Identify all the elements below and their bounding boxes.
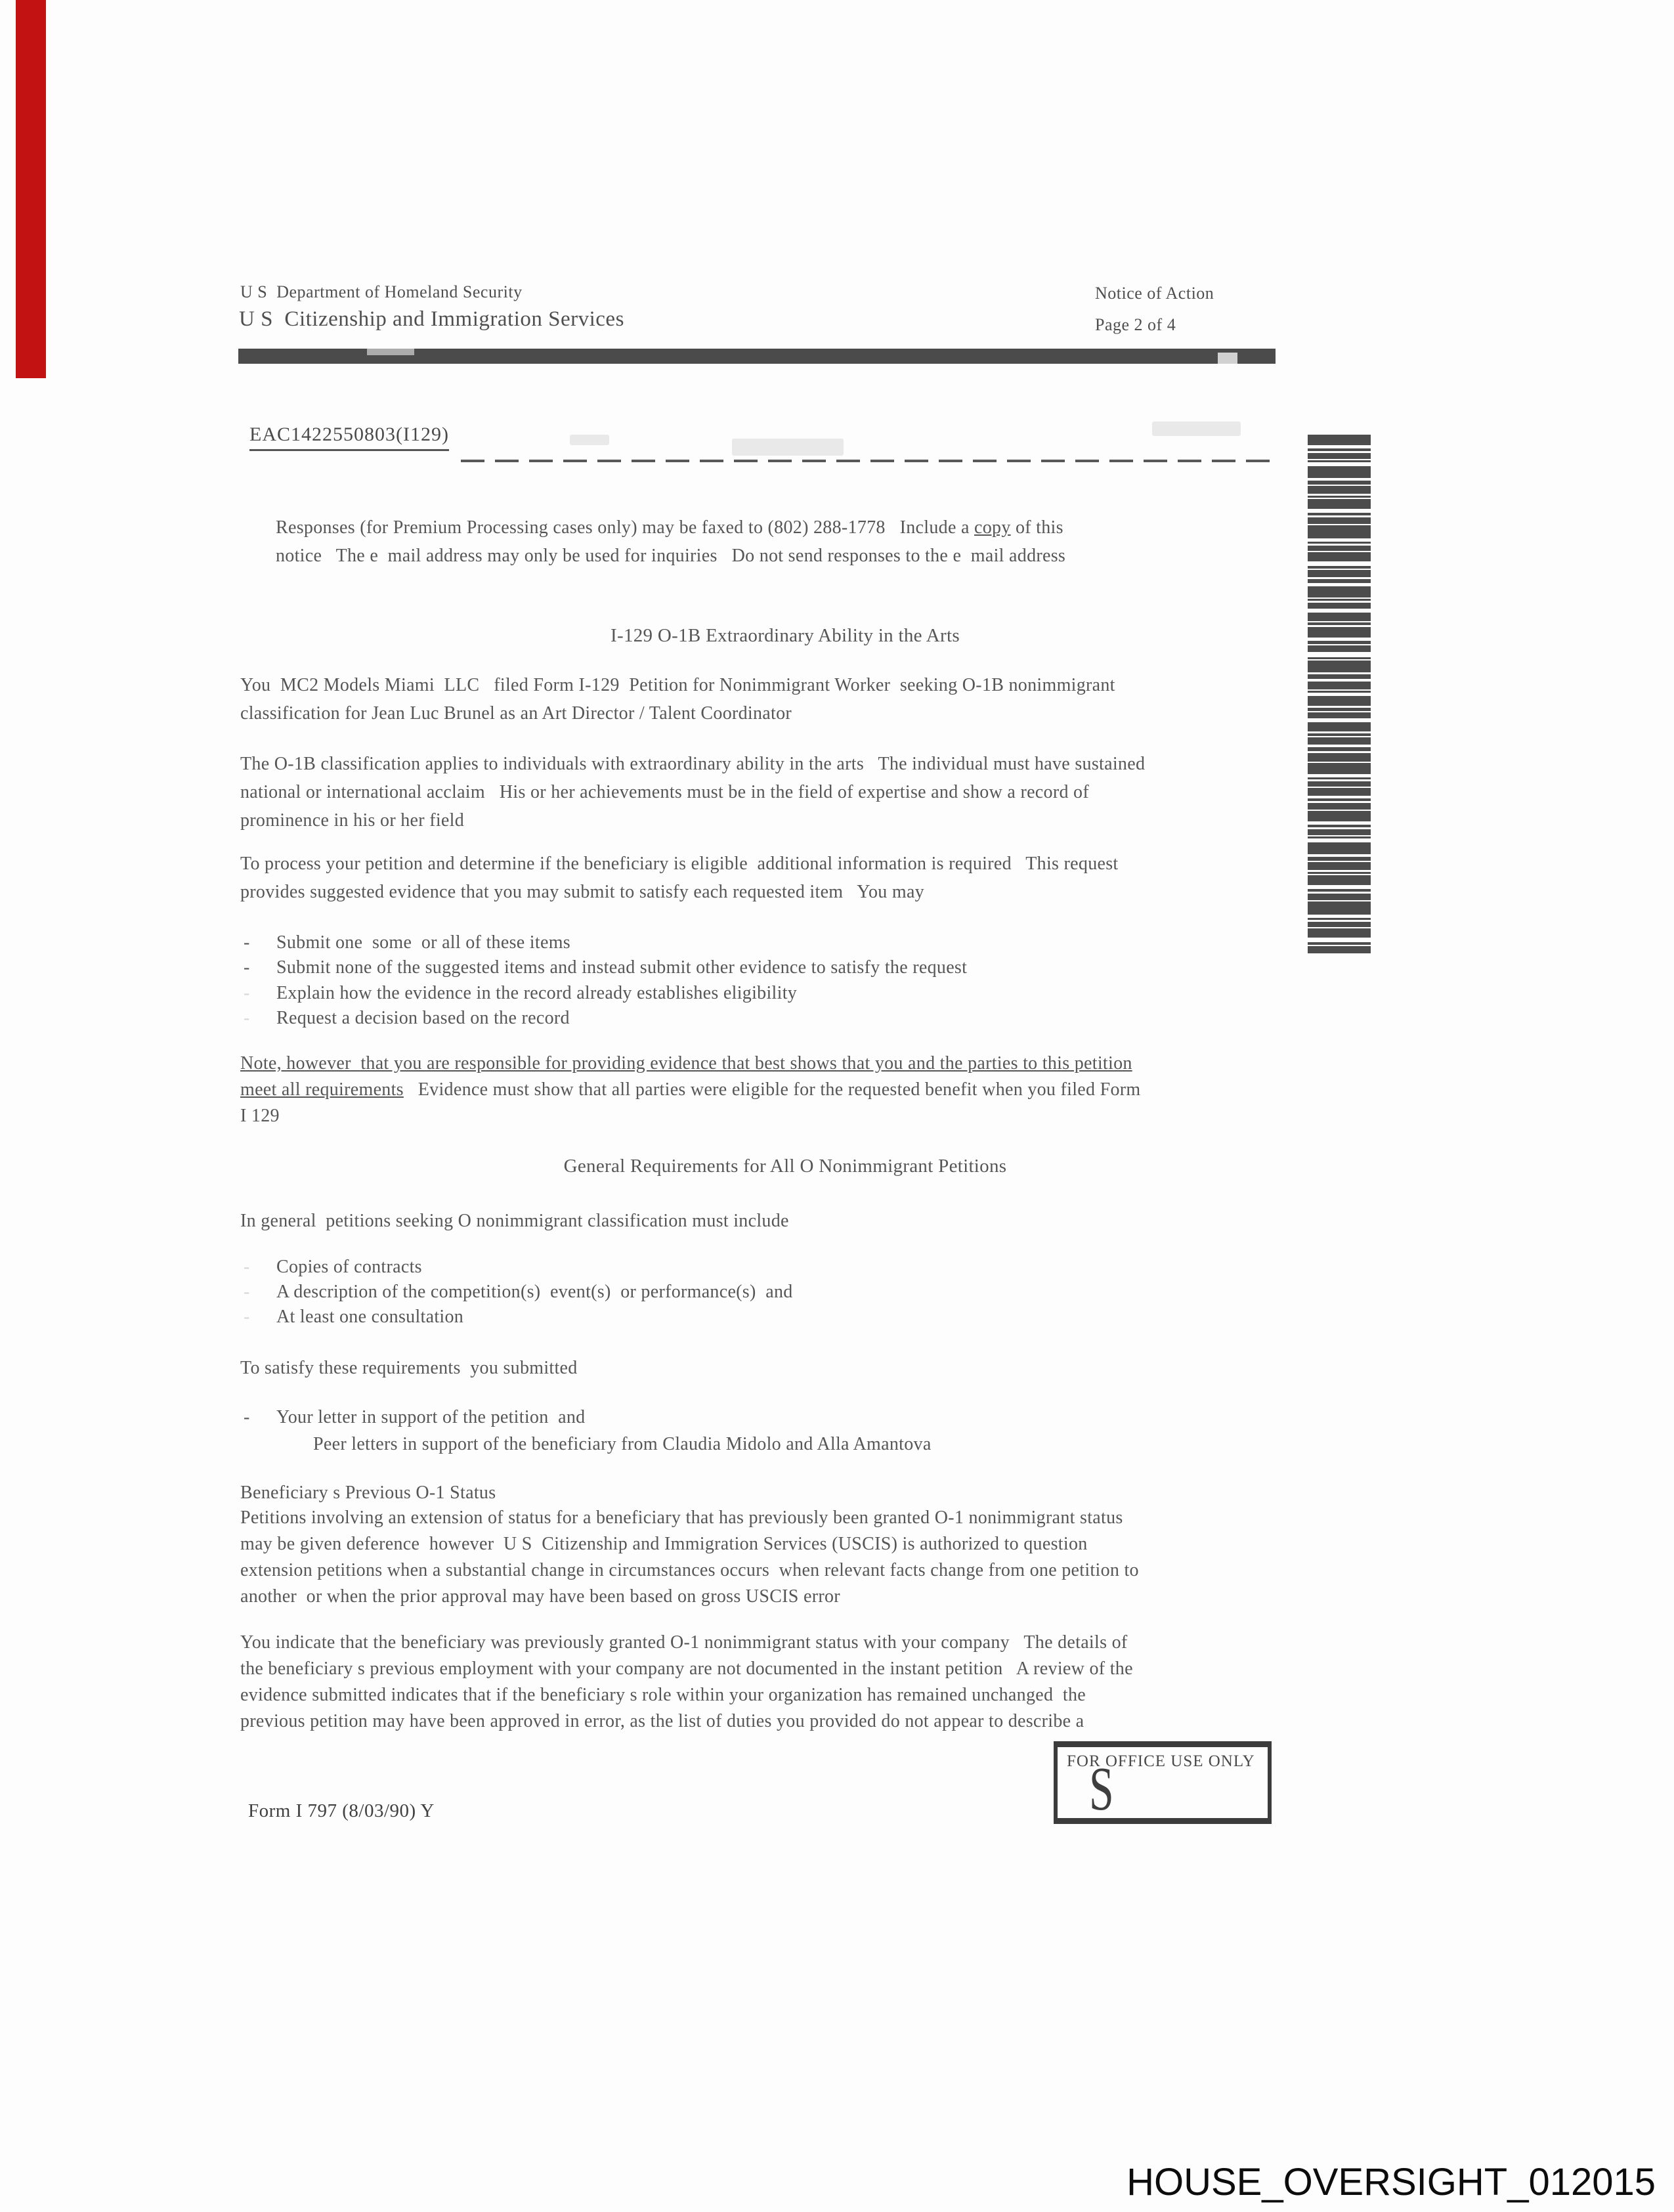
paragraph-previous-line2: may be given deference however U S Citizenship and Immigration Services (USCIS) is authorized to question: [240, 1534, 1088, 1554]
red-scan-artifact-bar: [16, 0, 46, 378]
paragraph-indicate-line3: evidence submitted indicates that if the beneficiary s role within your organization has remained unchanged the: [240, 1685, 1086, 1705]
scan-smudge: [570, 435, 609, 445]
barcode: [1308, 435, 1371, 955]
office-use-box: [1054, 1741, 1272, 1824]
paragraph-filed-line2: classification for Jean Luc Brunel as an Art Director / Talent Coordinator: [240, 703, 792, 724]
list-item: - Submit none of the suggested items and instead submit other evidence to satisfy the request: [244, 957, 968, 978]
bates-watermark: HOUSE_OVERSIGHT_012015: [1127, 2161, 1656, 2203]
note-line1: Note, however that you are responsible for providing evidence that best shows that you and the parties to this petition: [240, 1053, 1132, 1073]
paragraph-indicate-line4: previous petition may have been approved in error, as the list of duties you provided do not appear to describe a: [240, 1711, 1084, 1731]
scan-smudge: [1152, 422, 1241, 436]
list-item: - At least one consultation: [244, 1307, 464, 1327]
fax-note-line1: Responses (for Premium Processing cases only) may be faxed to (802) 288-1778 Include a copy of this: [276, 517, 1063, 538]
list-item: - Request a decision based on the record: [244, 1008, 570, 1028]
header-divider-bar: [238, 349, 1276, 364]
fax-note-line2: notice The e mail address may only be used for inquiries Do not send responses to the e mail address: [276, 546, 1066, 566]
paragraph-classification-line2: national or international acclaim His or her achievements must be in the field of expertise and show a record of: [240, 782, 1089, 802]
header-page-indicator: Page 2 of 4: [1095, 315, 1176, 334]
note-line3: I 129: [240, 1106, 280, 1126]
list-item: - Copies of contracts: [244, 1257, 422, 1277]
paragraph-indicate-line1: You indicate that the beneficiary was previously granted O-1 nonimmigrant status with your company The details of: [240, 1632, 1128, 1653]
receipt-number: EAC1422550803(I129): [249, 423, 449, 451]
section-heading-classification: I-129 O-1B Extraordinary Ability in the Arts: [611, 625, 960, 646]
paragraph-classification-line1: The O-1B classification applies to individuals with extraordinary ability in the arts The individual must have sustained: [240, 754, 1146, 774]
paragraph-satisfy: To satisfy these requirements you submitted: [240, 1358, 578, 1378]
subsection-heading-previous-status: Beneficiary s Previous O-1 Status: [240, 1483, 496, 1503]
scan-smudge: [732, 439, 844, 456]
paragraph-general: In general petitions seeking O nonimmigrant classification must include: [240, 1211, 789, 1231]
note-line2: meet all requirements Evidence must show that all parties were eligible for the requested benefit when you filed Form: [240, 1079, 1141, 1100]
scan-smudge: [1218, 353, 1237, 364]
paragraph-classification-line3: prominence in his or her field: [240, 810, 465, 831]
header-agency-line2: U S Citizenship and Immigration Services: [239, 307, 624, 331]
receipt-dashed-rule: [461, 460, 1278, 462]
header-notice-type: Notice of Action: [1095, 284, 1214, 303]
paragraph-previous-line4: another or when the prior approval may have been based on gross USCIS error: [240, 1586, 840, 1607]
scan-smudge: [367, 349, 414, 355]
paragraph-process-line2: provides suggested evidence that you may submit to satisfy each requested item You may: [240, 882, 924, 902]
section-heading-general-requirements: General Requirements for All O Nonimmigrant Petitions: [563, 1156, 1007, 1177]
list-item: Peer letters in support of the beneficiary from Claudia Midolo and Alla Amantova: [313, 1434, 932, 1454]
paragraph-previous-line1: Petitions involving an extension of status for a beneficiary that has previously been granted O-1 nonimmigrant status: [240, 1507, 1123, 1528]
list-item: - Your letter in support of the petition and: [244, 1407, 586, 1427]
list-item: - Explain how the evidence in the record already establishes eligibility: [244, 983, 798, 1003]
paragraph-filed-line1: You MC2 Models Miami LLC filed Form I-129 Petition for Nonimmigrant Worker seeking O-1B nonimmigrant: [240, 675, 1115, 695]
paragraph-indicate-line2: the beneficiary s previous employment with your company are not documented in the instant petition A review of the: [240, 1659, 1133, 1679]
list-item: - A description of the competition(s) event(s) or performance(s) and: [244, 1282, 793, 1302]
paragraph-process-line1: To process your petition and determine if the beneficiary is eligible additional information is required This request: [240, 854, 1119, 874]
office-use-handwritten-mark: S: [1089, 1755, 1114, 1823]
list-item: - Submit one some or all of these items: [244, 932, 570, 953]
paragraph-previous-line3: extension petitions when a substantial change in circumstances occurs when relevant facts change from one petition to: [240, 1560, 1139, 1580]
form-identifier: Form I 797 (8/03/90) Y: [248, 1800, 435, 1821]
header-agency-line1: U S Department of Homeland Security: [240, 282, 523, 301]
office-use-label: FOR OFFICE USE ONLY: [1067, 1752, 1255, 1770]
